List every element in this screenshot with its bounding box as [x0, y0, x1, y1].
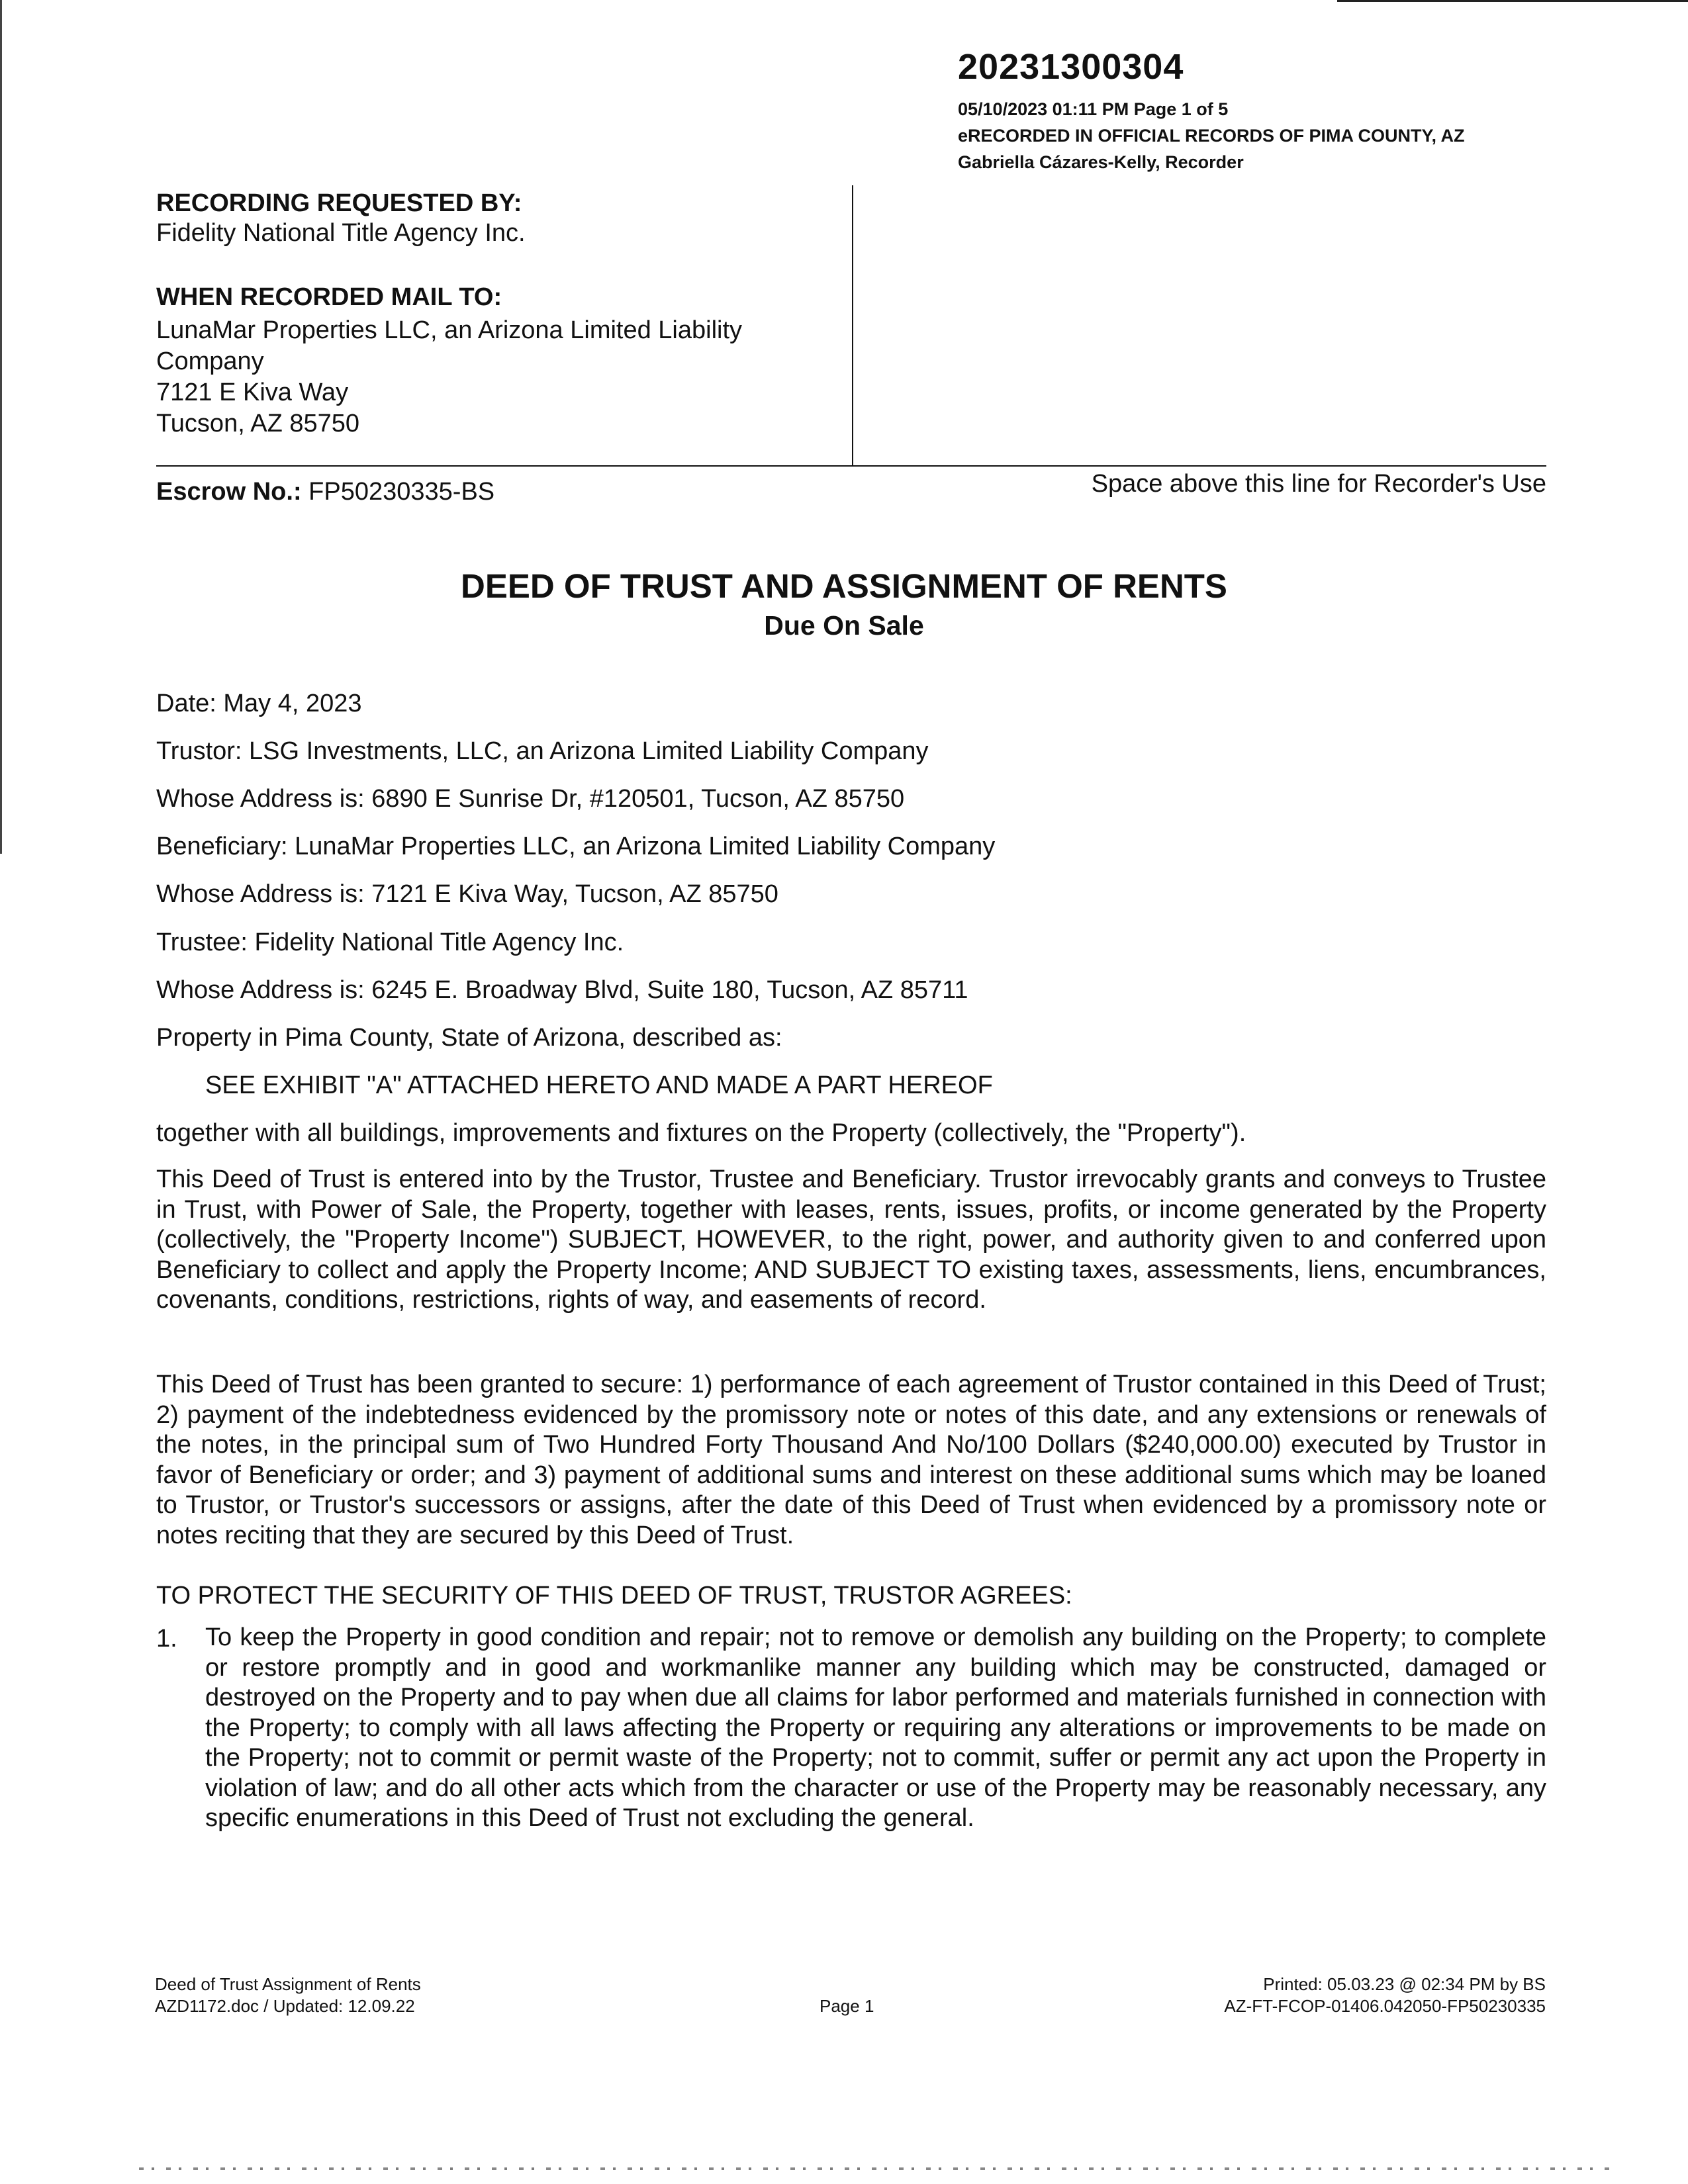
escrow-number	[156, 478, 494, 506]
footer-file-id: AZ-FT-FCOP-01406.042050-FP50230335	[1224, 1996, 1546, 2016]
escrow-value: FP50230335-BS	[308, 478, 495, 506]
footer-page-number: Page 1	[820, 1996, 874, 2016]
recording-datetime: 05/10/2023 01:11 PM Page 1 of 5	[958, 99, 1229, 119]
footer-right	[1224, 1974, 1546, 2017]
field-together: together with all buildings, improvements and fixtures on the Property (collectively, the "Property").	[156, 1119, 1246, 1147]
header-horizontal-rule	[156, 465, 1546, 467]
field-date: Date: May 4, 2023	[156, 690, 362, 717]
recorder-name: Gabriella Cázares-Kelly, Recorder	[958, 152, 1244, 172]
item-1-number: 1.	[156, 1625, 177, 1653]
document-subtitle: Due On Sale	[764, 610, 924, 641]
footer-left	[155, 1974, 421, 2017]
field-trustor-address: Whose Address is: 6890 E Sunrise Dr, #120501, Tucson, AZ 85750	[156, 785, 905, 813]
footer-doc-version: AZD1172.doc / Updated: 12.09.22	[155, 1996, 415, 2016]
field-trustee-address: Whose Address is: 6245 E. Broadway Blvd, Suite 180, Tucson, AZ 85711	[156, 976, 968, 1004]
field-beneficiary: Beneficiary: LunaMar Properties LLC, an Arizona Limited Liability Company	[156, 833, 996, 860]
mail-to-label: WHEN RECORDED MAIL TO:	[156, 283, 502, 311]
scan-edge-bottom	[139, 2167, 1615, 2170]
field-trustee: Trustee: Fidelity National Title Agency Inc.	[156, 929, 624, 956]
item-1-text: To keep the Property in good condition and repair; not to remove or demolish any building on the Property; to complete or restore promptly and in good and workmanlike manner any building which may be constructed, damaged or destroyed on the Property and to pay when due all claims for labor performed and materials furnished in connection with the Property; to comply with all laws affecting the Property or requiring any alterations or improvements to be made on the Property; not to commit or permit waste of the Property; not to commit, suffer or permit any act upon the Property in violation of law; and do all other acts which from the character or use of the Property may be reasonably necessary, any specific enumerations in this Deed of Trust not excluding the general.	[205, 1623, 1546, 1832]
mail-to-line3: 7121 E Kiva Way	[156, 379, 349, 406]
recording-requested-value: Fidelity National Title Agency Inc.	[156, 219, 526, 247]
scan-edge-left	[0, 0, 2, 854]
mail-to-line1: LunaMar Properties LLC, an Arizona Limited Liability	[156, 316, 743, 344]
mail-to-line4: Tucson, AZ 85750	[156, 410, 360, 437]
recording-requested-label: RECORDING REQUESTED BY:	[156, 189, 522, 217]
mail-to-line2: Company	[156, 347, 264, 375]
section-heading: TO PROTECT THE SECURITY OF THIS DEED OF TRUST, TRUSTOR AGREES:	[156, 1582, 1072, 1610]
footer-doc-name: Deed of Trust Assignment of Rents	[155, 1974, 421, 1994]
document-title: DEED OF TRUST AND ASSIGNMENT OF RENTS	[461, 567, 1227, 605]
paragraph-secure: This Deed of Trust has been granted to secure: 1) performance of each agreement of Trustor contained in this Deed of Trust; 2) payment of the indebtedness evidenced by the promissory note or notes of this date, and any extensions or renewals of the notes, in the principal sum of Two Hundred Forty Thousand And No/100 Dollars ($240,000.00) executed by Trustor in favor of Beneficiary or order; and 3) payment of additional sums and interest on these additional sums which may be loaned to Trustor, or Trustor's successors or assigns, after the date of this Deed of Trust when evidenced by a promissory note or notes reciting that they are secured by this Deed of Trust.	[156, 1371, 1546, 1549]
recorder-use-note: Space above this line for Recorder's Use	[1091, 470, 1546, 498]
footer-printed: Printed: 05.03.23 @ 02:34 PM by BS	[1263, 1974, 1546, 1994]
escrow-label: Escrow No.:	[156, 478, 302, 506]
paragraph-grant: This Deed of Trust is entered into by the Trustor, Trustee and Beneficiary. Trustor irrevocably grants and conveys to Trustee in Trust, with Power of Sale, the Property, together with leases, rents, issues, profits, or income generated by the Property (collectively, the "Property Income") SUBJECT, HOWEVER, to the right, power, and authority given to and conferred upon Beneficiary to collect and apply the Property Income; AND SUBJECT TO existing taxes, assessments, liens, encumbrances, covenants, conditions, restrictions, rights of way, and easements of record.	[156, 1165, 1546, 1314]
recording-county-line: eRECORDED IN OFFICIAL RECORDS OF PIMA COUNTY, AZ	[958, 126, 1465, 146]
header-vertical-rule	[852, 185, 853, 467]
recording-number: 20231300304	[958, 47, 1184, 87]
field-beneficiary-address: Whose Address is: 7121 E Kiva Way, Tucson, AZ 85750	[156, 880, 778, 908]
scan-edge-top	[1337, 0, 1688, 2]
field-exhibit: SEE EXHIBIT "A" ATTACHED HERETO AND MADE A PART HEREOF	[205, 1071, 993, 1099]
field-property: Property in Pima County, State of Arizona, described as:	[156, 1024, 782, 1052]
field-trustor: Trustor: LSG Investments, LLC, an Arizona Limited Liability Company	[156, 737, 929, 765]
